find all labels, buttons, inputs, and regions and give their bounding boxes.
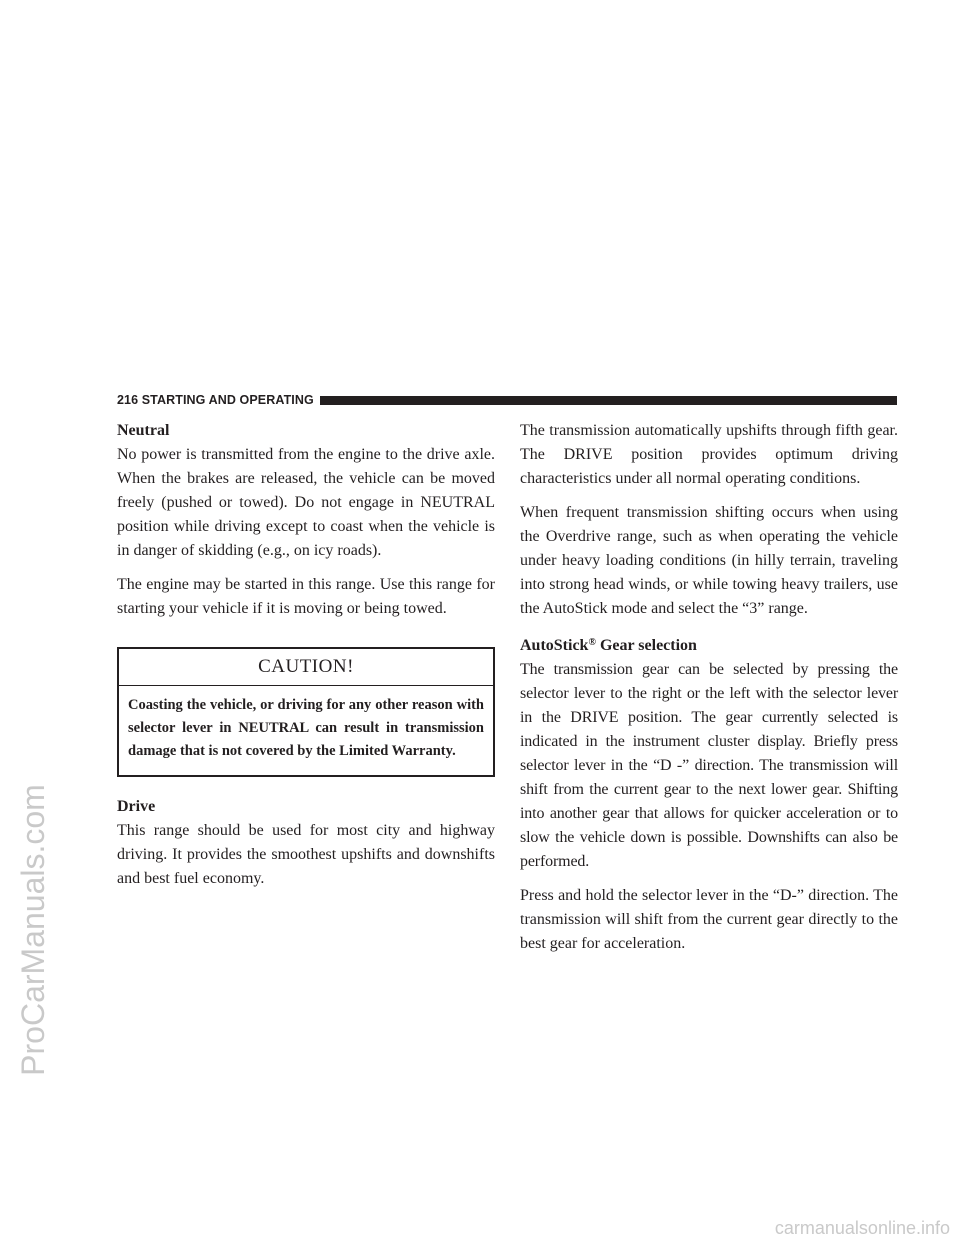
drive-paragraph: This range should be used for most city and highway driving. It provides the smoothest upshifts and downshifts and best fuel economy. (117, 822, 495, 887)
right-column (520, 419, 898, 966)
page-number-and-section: 216 STARTING AND OPERATING (117, 393, 314, 407)
neutral-heading: Neutral (117, 422, 170, 439)
side-watermark: ProCarManuals.com (15, 784, 51, 1076)
autostick-heading-rest: Gear selection (595, 637, 697, 654)
neutral-paragraph-2: The engine may be started in this range. Use this range for starting your vehicle if it is moving or being towed. (117, 576, 495, 617)
page-header (117, 392, 897, 408)
autostick-paragraph-1: The transmission gear can be selected by pressing the selector lever to the right or the left with the selector lever in the DRIVE position. The gear currently selected is indicated in the instrument cluster display. Briefly press selector lever in the “D -” direction. The transmission will shift from the current gear to the next lower gear. Shifting into another gear that allows for quicker acceleration or to slow the vehicle down is possible. Downshifts can also be performed. (520, 661, 898, 870)
autostick-heading-name: AutoStick (520, 637, 589, 654)
upshift-paragraph: The transmission automatically upshifts through fifth gear. The DRIVE position provides optimum driving characteristics under all normal operating conditions. (520, 422, 898, 487)
drive-heading: Drive (117, 798, 156, 815)
caution-body: Coasting the vehicle, or driving for any other reason with selector lever in NEUTRAL can result in transmission damage that is not covered by the Limited Warranty. (128, 697, 484, 759)
registered-mark: ® (588, 637, 596, 648)
left-column (117, 419, 495, 901)
autostick-paragraph-2: Press and hold the selector lever in the “D-” direction. The transmission will shift from the current gear directly to the best gear for acceleration. (520, 887, 898, 952)
overdrive-paragraph: When frequent transmission shifting occurs when using the Overdrive range, such as when operating the vehicle under heavy loading conditions (in hilly terrain, traveling into strong head winds, or while towing heavy trailers, use the AutoStick mode and select the “3” range. (520, 504, 898, 617)
bottom-watermark: carmanualsonline.info (774, 1218, 950, 1238)
autostick-heading (520, 631, 898, 658)
neutral-paragraph-1: No power is transmitted from the engine to the drive axle. When the brakes are released, the vehicle can be moved freely (pushed or towed). Do not engage in NEUTRAL position while driving except to coast when the vehicle is in danger of skidding (e.g., on icy roads). (117, 446, 495, 559)
caution-box (117, 647, 495, 777)
caution-title: CAUTION! (119, 649, 493, 686)
header-rule (320, 396, 897, 405)
